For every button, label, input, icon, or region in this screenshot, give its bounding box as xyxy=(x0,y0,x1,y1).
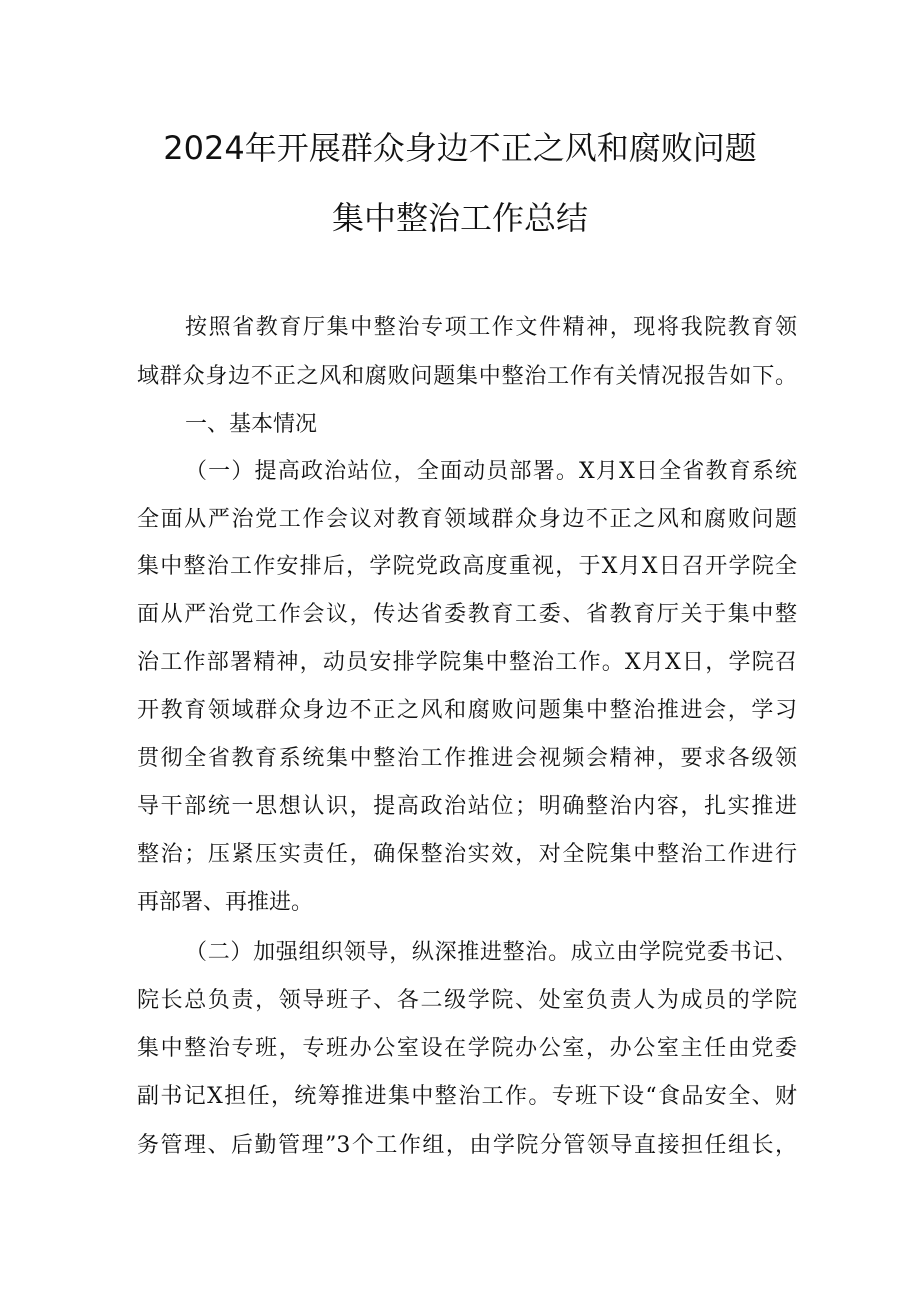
paragraph-line: 集中整治工作安排后，学院党政高度重视，于X月X日召开学院全 xyxy=(137,554,797,579)
paragraph-line: 导干部统一思想认识，提高政治站位；明确整治内容，扎实推进 xyxy=(137,794,797,819)
paragraph-line: 再部署、再推进。 xyxy=(137,890,314,915)
section-heading: 一、基本情况 xyxy=(185,412,318,437)
paragraph-line: 贯彻全省教育系统集中整治工作推进会视频会精神，要求各级领 xyxy=(137,746,797,771)
paragraph-line: 整治；压紧压实责任，确保整治实效，对全院集中整治工作进行 xyxy=(137,842,797,867)
paragraph-line: 按照省教育厅集中整治专项工作文件精神，现将我院教育领 xyxy=(185,315,797,340)
paragraph-line: 域群众身边不正之风和腐败问题集中整治工作有关情况报告如下。 xyxy=(137,364,797,389)
paragraph-line: 院长总负责，领导班子、各二级学院、处室负责人为成员的学院 xyxy=(137,988,797,1013)
paragraph-line: 务管理、后勤管理”3个工作组，由学院分管领导直接担任组长， xyxy=(137,1133,797,1158)
paragraph-line: （一）提高政治站位，全面动员部署。X月X日全省教育系统 xyxy=(185,459,797,484)
paragraph-line: 面从严治党工作会议，传达省委教育工委、省教育厅关于集中整 xyxy=(137,602,797,627)
paragraph-line: 副书记X担任，统筹推进集中整治工作。专班下设“食品安全、财 xyxy=(137,1084,797,1109)
document-title-line-1: 2024年开展群众身边不正之风和腐败问题 xyxy=(163,129,757,167)
paragraph-line: （二）加强组织领导，纵深推进整治。成立由学院党委书记、 xyxy=(185,940,797,965)
paragraph-line: 开教育领域群众身边不正之风和腐败问题集中整治推进会，学习 xyxy=(137,698,797,723)
paragraph-line: 治工作部署精神，动员安排学院集中整治工作。X月X日，学院召 xyxy=(137,650,797,675)
paragraph-line: 集中整治专班，专班办公室设在学院办公室，办公室主任由党委 xyxy=(137,1036,797,1061)
paragraph-line: 全面从严治党工作会议对教育领域群众身边不正之风和腐败问题 xyxy=(137,507,797,532)
document-title-line-2: 集中整治工作总结 xyxy=(331,199,588,237)
